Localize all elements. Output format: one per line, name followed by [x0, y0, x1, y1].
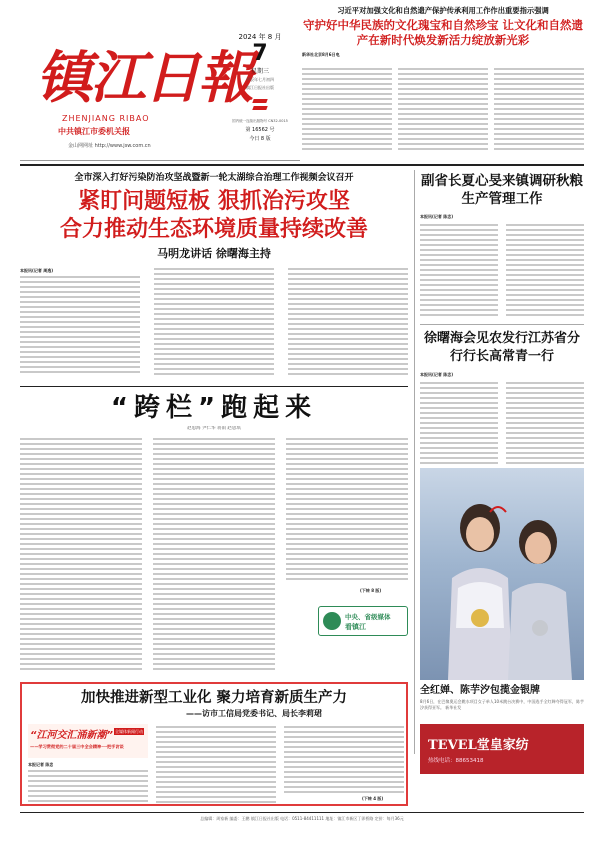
photo-caption-title: 全红婵、陈芋汐包揽金银牌: [420, 685, 540, 696]
right-mid-story: [420, 330, 584, 480]
footer-rule: [20, 812, 584, 813]
year-month: 2024 年 8 月: [238, 33, 282, 41]
bottom-body-col3: [284, 726, 404, 796]
masthead-publisher: 中共镇江市委机关报: [58, 127, 130, 136]
lunar-date: 甲辰年七月初四: [246, 77, 274, 82]
masthead-divider: [20, 160, 300, 161]
lead-body-col2: [154, 268, 274, 380]
lead-dateline: 本报讯(记者 周逸): [20, 268, 54, 273]
lead-subhead: 马明龙讲话 徐曙海主持: [157, 247, 271, 260]
footer-text: 总编辑：周家新 编委：王鹏 镇江日报社出版 电话：0511-84411111 地址：镇江市新区丁卯桥路 定价：每月36元: [200, 816, 404, 821]
top-story-body: [302, 68, 392, 156]
athletes-illustration: [420, 468, 584, 680]
right-top-headline: 副省长夏心旻来镇调研秋粮生产管理工作: [421, 173, 583, 207]
feature-continued: (下转 8 版): [360, 588, 382, 593]
advertisement[interactable]: [420, 724, 584, 774]
ad-phone: 热线电话：88653418: [428, 758, 484, 764]
feature-top-rule: [20, 386, 408, 387]
media-badge: [318, 606, 408, 636]
lead-body-col3: [288, 268, 408, 380]
feature-body-col3: [286, 438, 408, 586]
top-right-story: [302, 6, 584, 156]
top-story-body-col3: [494, 68, 584, 156]
page-count: 今日 8 版: [249, 136, 271, 142]
top-story-headline: 守护好中华民族的文化瑰宝和自然珍宝 让文化和自然遗产在新时代焕发新活力绽放新光彩: [302, 18, 583, 47]
top-rule: [20, 164, 584, 166]
weekday: 星期三: [250, 68, 269, 75]
right-top-body-col2: [506, 224, 584, 320]
bottom-subhead: ——访市工信局党委书记、局长李莉珺: [186, 709, 322, 718]
masthead: [20, 18, 300, 158]
bottom-body-col1: [28, 770, 148, 804]
lead-story: [20, 172, 408, 382]
right-mid-dateline: 本报讯(记者 陈忠): [420, 372, 454, 377]
top-story-lead: 新华社北京8月6日电: [302, 52, 340, 57]
feature-story: [20, 392, 408, 676]
feature-byline: 赵思海 尹仁华 蒋雨 赵思琪: [187, 426, 241, 431]
right-mid-headline: 徐曙海会见农发行江苏省分行行长高常青一行: [423, 331, 580, 364]
date-block: [220, 32, 300, 147]
masthead-emblem: [251, 97, 269, 113]
column-badge: 全媒体新闻行动: [115, 729, 143, 734]
edition-issue: 第 16562 号: [245, 127, 275, 133]
photo-caption-text: 8月6日，在巴黎奥运会跳水项目女子单人10米跳台决赛中，中国选手全红婵夺得冠军，陈芋汐获得亚军。 新华社发: [420, 699, 584, 710]
column-title: “江河交汇涌新潮”: [30, 730, 113, 741]
bottom-body-col2: [156, 726, 276, 804]
right-divider-1: [420, 324, 584, 325]
media-badge-icon: [323, 612, 341, 630]
lead-headline-2: 合力推动生态环境质量持续改善: [59, 216, 368, 242]
feature-headline: “跨栏”跑起来: [110, 393, 318, 423]
right-mid-body-col2: [506, 382, 584, 466]
right-top-story: [420, 172, 584, 322]
photo-caption: [420, 684, 584, 720]
column-divider: [414, 170, 415, 754]
right-top-dateline: 本报讯(记者 陈忠): [420, 214, 454, 219]
column-sub: ——学习贯彻党的二十届三中全会精神·一把手访谈: [30, 744, 124, 749]
lead-kicker: 全市深入打好污染防治攻坚战暨新一轮太湖综合治理工作视频会议召开: [74, 173, 354, 183]
olympic-photo: [420, 468, 584, 680]
day-number: 7: [252, 41, 268, 66]
bottom-headline: 加快推进新型工业化 聚力培育新质生产力: [80, 690, 348, 706]
bottom-continued: (下转 4 版): [362, 796, 384, 801]
masthead-website[interactable]: 金山网网址 http://www.jsw.com.cn: [68, 143, 151, 149]
ad-brand: TEVEL堂皇家纺: [428, 738, 529, 753]
bottom-feature-box: [20, 682, 408, 806]
masthead-pinyin: ZHENJIANG RIBAO: [62, 114, 150, 123]
bottom-dateline: 本报记者 陈忠: [28, 762, 54, 767]
feature-body-col1: [20, 438, 142, 674]
right-top-body-col1: [420, 224, 498, 320]
lead-body-col1: [20, 276, 140, 380]
media-badge-top: 中央、省级媒体: [345, 613, 391, 621]
feature-body-col2: [153, 438, 275, 674]
top-story-kicker: 习近平对加强文化和自然遗产保护传承利用工作作出重要指示强调: [337, 6, 549, 15]
top-story-body-col2: [398, 68, 488, 156]
column-banner: [28, 724, 148, 758]
right-mid-body-col1: [420, 382, 498, 466]
edition-cn: 国内统一连续出版物号 CN32-0015: [232, 119, 288, 123]
media-badge-bottom: 看镇江: [345, 623, 366, 631]
lead-headline-1: 紧盯问题短板 狠抓治污攻坚: [78, 188, 350, 214]
masthead-logo: 镇江日報: [36, 45, 252, 111]
publisher-note: 镇江日报社出版: [246, 85, 274, 90]
